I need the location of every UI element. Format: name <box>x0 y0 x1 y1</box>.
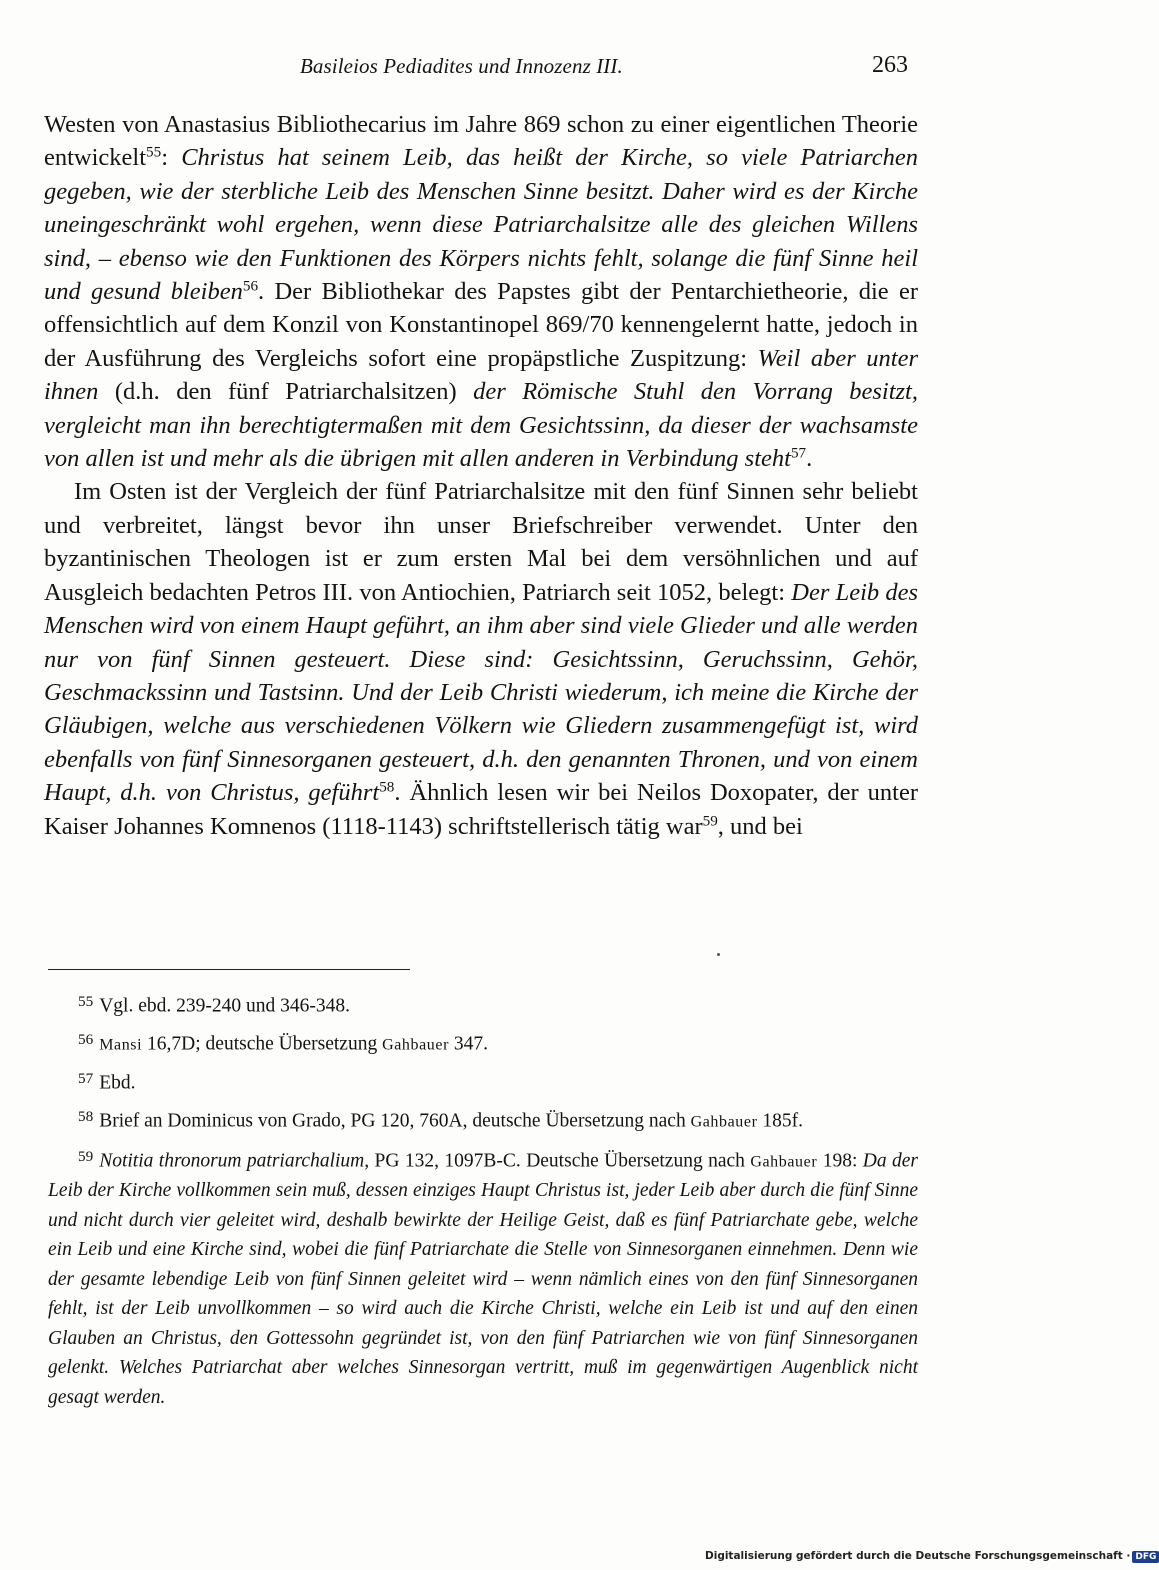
quote-run: Weil aber unter ihnen <box>44 344 918 406</box>
running-title: Basileios Pediadites und Innozenz III. <box>300 54 623 78</box>
footnote-text: 16,7D; deutsche Übersetzung <box>142 1033 383 1055</box>
footnote-number: 57 <box>78 1069 94 1087</box>
text-run: : <box>161 144 182 172</box>
text-run: (d.h. den fünf Patriarchalsitzen) <box>98 378 474 406</box>
text-run: . Der Bibliothekar des Papstes gibt der Pentarchietheorie, die er offensichtlich auf dem Konzil von Konstantinopel 869/70 kennengelernt hatte, jedoch in der Ausführung des Vergleichs sofort eine propäpstliche Zuspitzung: <box>44 278 918 372</box>
author-mansi: Mansi <box>99 1036 143 1054</box>
footnote-58 <box>48 1103 918 1137</box>
footnote-text: PG 132, 1097B-C. Deutsche Übersetzung nach <box>369 1149 751 1171</box>
footnote-ref-55: 55 <box>146 144 162 162</box>
page-header <box>0 52 1000 86</box>
footnote-57 <box>48 1065 918 1098</box>
footnote-text: Brief an Dominicus von Grado, PG 120, 760A, deutsche Übersetzung nach <box>99 1110 691 1132</box>
notitia-quote: Da der Leib der Kirche vollkommen sein muß, dessen einziges Haupt Christus ist, jeder Leib aber durch die fünf Sinne und nicht durch vier geleitet wird, deshalb bewirkte der Heilige Geist, daß es fünf Patriarchate gebe, welche ein Leib und eine Kirche sind, wobei die fünf Patriarchate die Stelle von Sinnesorganen einnehmen. Denn wie der gesamte lebendige Leib von fünf Sinnen geleitet wird – wenn nämlich eines von den fünf Sinnesorganen fehlt, ist der Leib unvollkommen – so wird auch die Kirche Christi, welche ein Leib ist und auf den einen Glauben an Christus, den Gottessohn gegründet ist, von den fünf Patriarchen wie von fünf Sinnesorganen gelenkt. Welches Patriarchat aber welches Sinnesorgan vertritt, muß im gegenwärtigen Augenblick nicht gesagt werden. <box>48 1149 918 1408</box>
quote-run: der Römische Stuhl den Vorrang besitzt, vergleicht man ihn berechtigtermaßen mit dem Gesichtssinn, da dieser der wachsamste von allen ist und mehr als die übrigen mit allen anderen in Verbindung steht <box>44 378 918 473</box>
quote-anastasius: Christus hat seinem Leib, das heißt der Kirche, so viele Patriarchen gegeben, wie der sterbliche Leib des Menschen Sinne besitzt. Daher wird es der Kirche uneingeschränkt wohl ergehen, wenn diese Patriarchalsitze alle des gleichen Willens sind, – ebenso wie den Funktionen des Körpers nichts fehlt, solange die fünf Sinne heil und gesund bleiben <box>44 144 919 306</box>
source-title: Notitia thronorum patriarchalium, <box>99 1149 370 1171</box>
paragraph-2 <box>44 475 918 842</box>
footnote-text: Ebd. <box>99 1072 136 1094</box>
author-gahbauer: Gahbauer <box>690 1113 758 1131</box>
author-gahbauer: Gahbauer <box>750 1152 818 1170</box>
page-number: 263 <box>872 52 908 78</box>
footnotes <box>48 988 918 1417</box>
footnote-59 <box>48 1142 918 1413</box>
author-gahbauer: Gahbauer <box>382 1036 450 1054</box>
dfg-logo: DFG <box>1132 1551 1159 1563</box>
footnote-56 <box>48 1026 918 1060</box>
main-text <box>44 108 918 843</box>
footnote-number: 59 <box>78 1147 94 1165</box>
footnote-text: 347. <box>449 1033 489 1055</box>
footnote-number: 58 <box>78 1107 94 1125</box>
credit-text: Digitalisierung gefördert durch die Deutsche Forschungsgemeinschaft · <box>705 1550 1131 1562</box>
footnote-text: 185f. <box>757 1110 804 1132</box>
footnote-number: 56 <box>78 1030 94 1048</box>
scan-speck <box>717 953 720 956</box>
text-run: , und bei <box>717 812 803 840</box>
footnote-ref-59: 59 <box>702 812 718 830</box>
footnote-text: Vgl. ebd. 239-240 und 346-348. <box>99 995 350 1017</box>
footnote-number: 55 <box>78 993 94 1010</box>
footnote-ref-57: 57 <box>790 444 807 462</box>
quote-petros: Der Leib des Menschen wird von einem Haupt geführt, an ihm aber sind viele Glieder und alle werden nur von fünf Sinnen gesteuert. Diese sind: Gesichtssinn, Geruchssinn, Gehör, Geschmackssinn und Tastsinn. Und der Leib Christi wiederum, ich meine die Kirche der Gläubigen, welche aus verschiedenen Völkern wie Gliedern zusammengefügt ist, wird ebenfalls von fünf Sinnesorganen gesteuert, d.h. den genannten Thronen, und von einem Haupt, d.h. von Christus, geführt <box>44 578 918 807</box>
text-run: Im Osten ist der Vergleich der fünf Patriarchalsitze mit den fünf Sinnen sehr beliebt und verbreitet, längst bevor ihn unser Briefschreiber verwendet. Unter den byzantinischen Theologen ist er zum ersten Mal bei dem versöhnlichen und auf Ausgleich bedachten Petros III. von Antiochien, Patriarch seit 1052, belegt: <box>44 478 918 606</box>
text-run: Westen von Anastasius Bibliothecarius im Jahre 869 schon zu einer eigentlichen Theorie entwickelt <box>44 111 918 172</box>
text-run: . Ähnlich lesen wir bei Neilos Doxopater, der unter Kaiser Johannes Komnenos (1118-1143) schriftstellerisch tätig war <box>44 779 918 840</box>
footnote-55 <box>48 988 918 1021</box>
footnote-text: 198: <box>817 1149 863 1171</box>
text-run: . <box>806 445 813 473</box>
digitization-credit <box>705 1550 1157 1570</box>
footnote-separator <box>48 969 410 970</box>
footnote-ref-58: 58 <box>379 778 395 796</box>
paragraph-1 <box>44 108 918 475</box>
footnote-ref-56: 56 <box>242 277 259 295</box>
